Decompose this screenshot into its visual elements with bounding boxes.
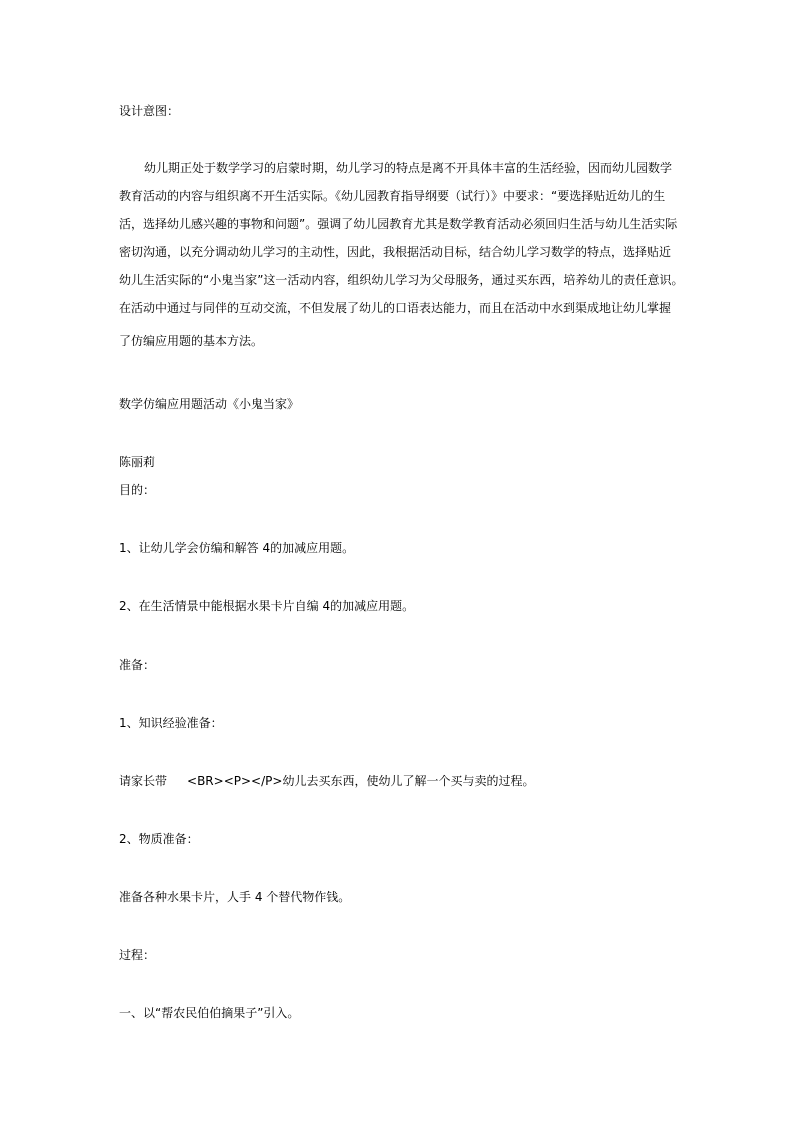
activity-title: 数学仿编应用题活动《小鬼当家》 <box>119 397 300 411</box>
paragraph-line-1: 幼儿期正处于数学学习的启蒙时期，幼儿学习的特点是离不开具体丰富的生活经验，因而幼儿园数学 <box>144 161 673 175</box>
paragraph-line-6: 在活动中通过与同伴的互动交流，不但发展了幼儿的口语表达能力，而且在活动中水到渠成地让幼儿掌握 <box>119 301 672 315</box>
preparation-item-2-body: 准备各种水果卡片，人手 4 个替代物作钱。 <box>119 890 351 904</box>
preparation-item-1-suffix: 幼儿去买东西，使幼儿了解一个买与卖的过程。 <box>282 774 535 788</box>
process-step-1: 一、以“帮农民伯伯摘果子”引入。 <box>119 1006 300 1020</box>
preparation-item-1-prefix: 请家长带 <box>119 774 168 788</box>
paragraph-line-7: 了仿编应用题的基本方法。 <box>119 334 264 348</box>
goal-item-2: 2、在生活情景中能根据水果卡片自编 4的加减应用题。 <box>119 599 415 613</box>
preparation-item-1-heading: 1、知识经验准备： <box>119 716 223 730</box>
preparation-item-1-body <box>119 773 534 789</box>
paragraph-line-2: 教育活动的内容与组织离不开生活实际。《幼儿园教育指导纲要（试行）》中要求：“要选择贴近幼儿的生 <box>119 189 666 203</box>
design-intent-heading: 设计意图： <box>119 104 180 118</box>
goal-heading: 目的： <box>119 483 156 497</box>
preparation-item-1-tags: <BR><P></P> <box>187 774 283 788</box>
paragraph-line-4: 密切沟通，以充分调动幼儿学习的主动性，因此，我根据活动目标，结合幼儿学习数学的特点，选择贴近 <box>119 245 672 259</box>
paragraph-line-3: 活，选择幼儿感兴趣的事物和问题”。强调了幼儿园教育尤其是数学教育活动必须回归生活与幼儿生活实际 <box>119 217 678 231</box>
goal-item-1: 1、让幼儿学会仿编和解答 4的加减应用题。 <box>119 541 355 555</box>
preparation-heading: 准备： <box>119 658 156 672</box>
preparation-item-2-heading: 2、物质准备： <box>119 832 199 846</box>
author-name: 陈丽莉 <box>119 455 156 469</box>
process-heading: 过程： <box>119 948 156 962</box>
paragraph-line-5: 幼儿生活实际的“小鬼当家”这一活动内容，组织幼儿学习为父母服务，通过买东西，培养幼儿的责任意识。 <box>119 273 684 287</box>
